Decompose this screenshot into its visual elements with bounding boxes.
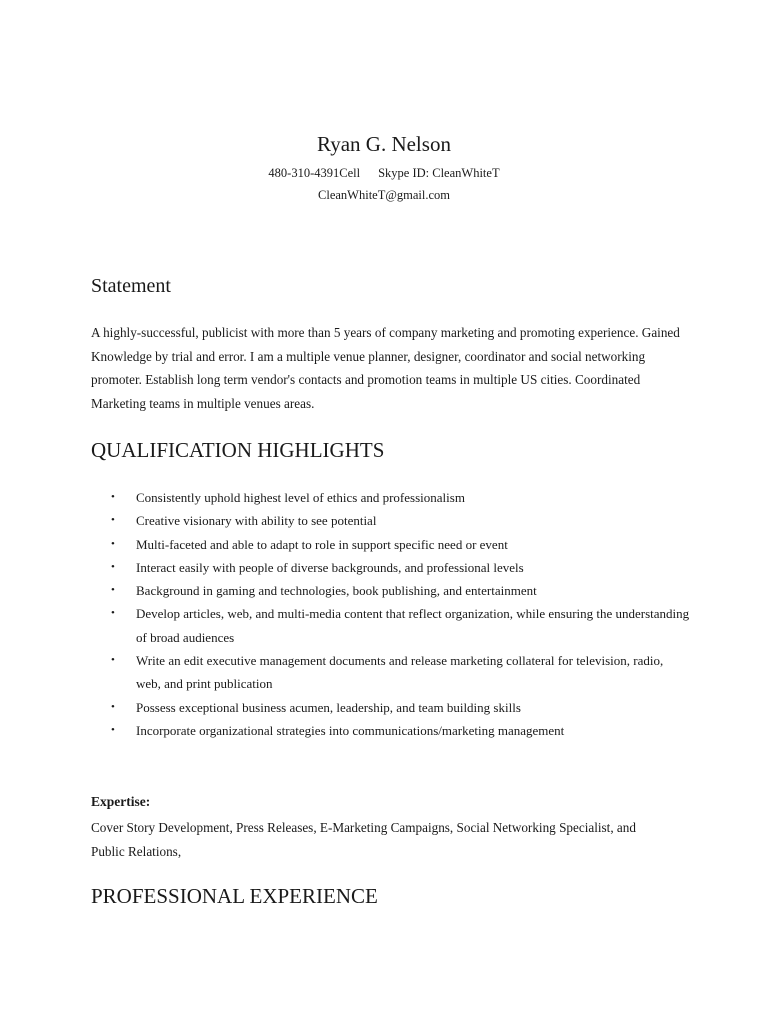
list-item: [91, 486, 691, 509]
candidate-name: Ryan G. Nelson: [317, 132, 451, 156]
list-item: [91, 556, 691, 579]
list-item: [91, 579, 691, 602]
qualifications-list: [91, 486, 691, 742]
statement-body: A highly-successful, publicist with more than 5 years of company marketing and promoting experience. Gained Knowledge by trial and error. I am a multiple venue planner, designer, coordinator and social networking promoter. Establish long term vendor's contacts and promotion teams in multiple US cities. Coordinated Marketing teams in multiple venues areas.: [91, 325, 680, 411]
expertise-body: Cover Story Development, Press Releases, E-Marketing Campaigns, Social Networking Specialist, and Public Relations,: [91, 820, 636, 859]
contact-phone-line: [0, 164, 768, 182]
bullet-icon: •: [111, 723, 115, 736]
list-item-text: Interact easily with people of diverse backgrounds, and professional levels: [136, 559, 524, 575]
list-item: [91, 719, 691, 742]
list-item: [91, 649, 691, 696]
bullet-icon: •: [111, 700, 115, 713]
email-address: CleanWhiteT@gmail.com: [318, 188, 450, 202]
list-item-text: Write an edit executive management documents and release marketing collateral for television, radio, web, and print publication: [136, 653, 664, 692]
list-item: [91, 602, 691, 649]
list-item: [91, 509, 691, 532]
list-item: [91, 696, 691, 719]
list-item-text: Creative visionary with ability to see potential: [136, 513, 377, 529]
bullet-icon: •: [111, 654, 115, 667]
qualifications-heading: QUALIFICATION HIGHLIGHTS: [91, 438, 385, 462]
contact-email-line: [0, 186, 768, 204]
list-item-text: Consistently uphold highest level of ethics and professionalism: [136, 490, 465, 505]
bullet-icon: •: [111, 584, 115, 597]
bullet-icon: •: [111, 491, 115, 503]
list-item-text: Incorporate organizational strategies into communications/marketing management: [136, 722, 565, 738]
phone-number: 480-310-4391Cell: [268, 166, 361, 180]
list-item-text: Background in gaming and technologies, book publishing, and entertainment: [136, 583, 537, 599]
bullet-icon: •: [111, 560, 115, 573]
skype-id: Skype ID: CleanWhiteT: [378, 166, 500, 180]
bullet-icon: •: [111, 537, 115, 550]
list-item-text: Multi-faceted and able to adapt to role in support specific need or event: [136, 536, 508, 552]
list-item-text: Develop articles, web, and multi-media content that reflect organization, while ensuring the understanding of broad audiences: [136, 606, 690, 645]
bullet-icon: •: [111, 607, 115, 620]
expertise-label: Expertise:: [91, 794, 151, 809]
bullet-icon: •: [111, 514, 115, 527]
list-item: [91, 533, 691, 556]
list-item-text: Possess exceptional business acumen, leadership, and team building skills: [136, 699, 521, 715]
statement-heading: Statement: [91, 275, 171, 297]
experience-heading: PROFESSIONAL EXPERIENCE: [91, 884, 378, 908]
